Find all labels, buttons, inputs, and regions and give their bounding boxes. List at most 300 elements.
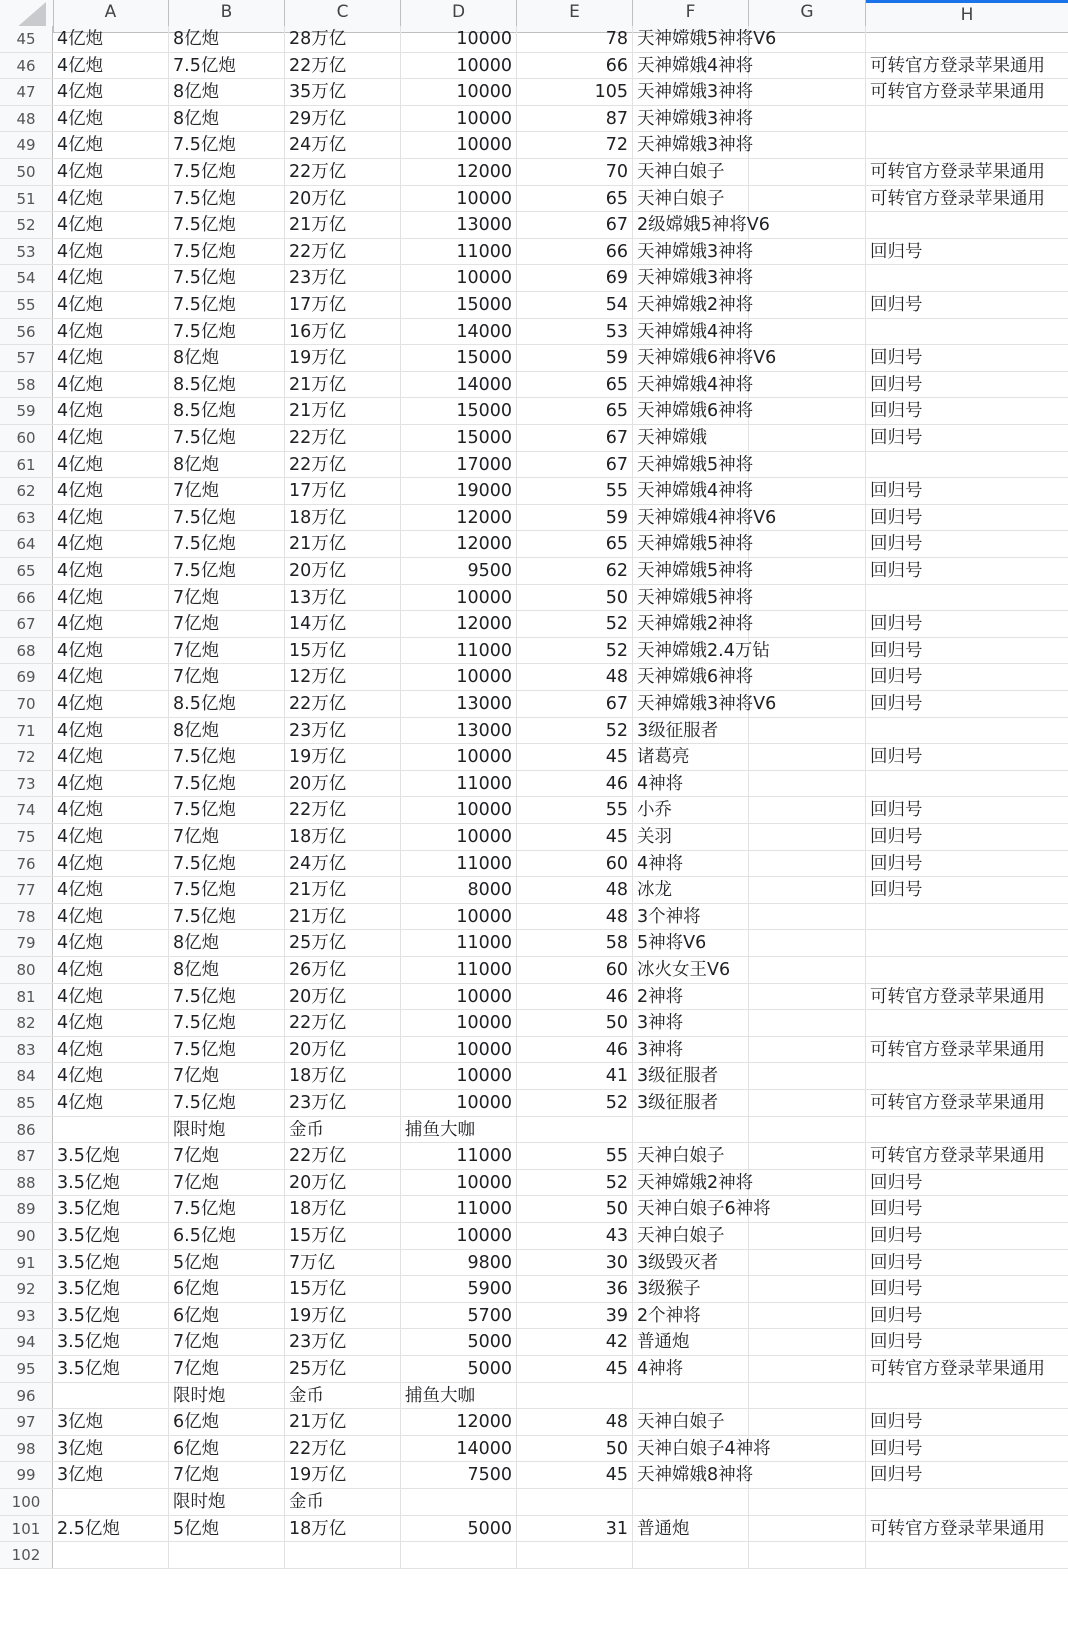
cell-b[interactable]: 7.5亿炮 [169, 212, 285, 238]
cell-b[interactable]: 8亿炮 [169, 345, 285, 371]
cell-d[interactable]: 10000 [401, 585, 517, 611]
cell-d[interactable]: 10000 [401, 26, 517, 52]
cell-e[interactable]: 50 [517, 1436, 633, 1462]
cell-f[interactable]: 天神嫦娥6神将 [633, 398, 749, 424]
cell-f[interactable]: 天神嫦娥3神将 [633, 239, 749, 265]
cell-f[interactable]: 诸葛亮 [633, 744, 749, 770]
cell-f[interactable] [633, 1117, 749, 1143]
cell-e[interactable]: 46 [517, 771, 633, 797]
cell-c[interactable]: 15万亿 [285, 638, 401, 664]
cell-g[interactable] [749, 1542, 866, 1568]
cell-h[interactable] [866, 212, 1068, 238]
cell-d[interactable]: 5900 [401, 1276, 517, 1302]
cell-a[interactable]: 4亿炮 [53, 984, 169, 1010]
cell-h[interactable]: 回归号 [870, 1332, 923, 1353]
cell-c[interactable]: 22万亿 [285, 159, 401, 185]
cell-f[interactable]: 5神将V6 [633, 930, 749, 956]
row-number[interactable]: 89 [0, 1196, 53, 1222]
cell-e[interactable]: 58 [517, 930, 633, 956]
cell-b[interactable]: 7.5亿炮 [169, 319, 285, 345]
cell-e[interactable]: 105 [517, 79, 633, 105]
cell-c[interactable]: 金币 [285, 1383, 401, 1409]
row-number[interactable]: 79 [0, 930, 53, 956]
row-number[interactable]: 97 [0, 1409, 53, 1435]
cell-a[interactable]: 4亿炮 [53, 452, 169, 478]
cell-c[interactable]: 20万亿 [285, 186, 401, 212]
cell-e[interactable]: 52 [517, 611, 633, 637]
cell-g[interactable] [749, 531, 866, 557]
cell-d[interactable]: 9800 [401, 1250, 517, 1276]
row-number[interactable]: 67 [0, 611, 53, 637]
cell-c[interactable]: 19万亿 [285, 744, 401, 770]
row-number[interactable]: 48 [0, 106, 53, 132]
row-number[interactable]: 87 [0, 1143, 53, 1169]
cell-e[interactable]: 50 [517, 1010, 633, 1036]
cell-c[interactable]: 24万亿 [285, 851, 401, 877]
cell-c[interactable]: 21万亿 [285, 904, 401, 930]
cell-e[interactable]: 59 [517, 345, 633, 371]
cell-a[interactable]: 3.5亿炮 [53, 1196, 169, 1222]
cell-g[interactable] [749, 851, 866, 877]
cell-f[interactable]: 天神嫦娥2神将 [633, 1170, 749, 1196]
cell-a[interactable]: 4亿炮 [53, 239, 169, 265]
cell-b[interactable]: 7.5亿炮 [169, 186, 285, 212]
cell-f[interactable]: 2级嫦娥5神将V6 [633, 212, 749, 238]
row-number[interactable]: 72 [0, 744, 53, 770]
cell-e[interactable] [517, 1489, 633, 1515]
cell-g[interactable] [749, 984, 866, 1010]
cell-h[interactable] [866, 1010, 1068, 1036]
cell-f[interactable]: 3级猴子 [633, 1276, 749, 1302]
cell-h[interactable] [866, 319, 1068, 345]
cell-f[interactable]: 天神白娘子 [633, 1223, 749, 1249]
cell-f[interactable]: 天神嫦娥5神将 [633, 452, 749, 478]
cell-c[interactable]: 23万亿 [285, 1090, 401, 1116]
cell-f[interactable]: 天神嫦娥6神将V6 [633, 345, 749, 371]
cell-d[interactable]: 11000 [401, 1143, 517, 1169]
cell-h[interactable] [866, 1063, 1068, 1089]
cell-b[interactable]: 7亿炮 [169, 1462, 285, 1488]
cell-a[interactable]: 4亿炮 [53, 1037, 169, 1063]
cell-a[interactable]: 4亿炮 [53, 611, 169, 637]
cell-g[interactable] [749, 930, 866, 956]
cell-b[interactable]: 7.5亿炮 [169, 531, 285, 557]
cell-e[interactable]: 53 [517, 319, 633, 345]
row-number[interactable]: 85 [0, 1090, 53, 1116]
row-number[interactable]: 98 [0, 1436, 53, 1462]
cell-h[interactable]: 回归号 [870, 1252, 923, 1273]
cell-d[interactable]: 10000 [401, 53, 517, 79]
cell-f[interactable]: 普通炮 [633, 1329, 749, 1355]
cell-h[interactable]: 回归号 [870, 827, 923, 847]
cell-h[interactable]: 回归号 [870, 1465, 923, 1486]
cell-g[interactable] [749, 585, 866, 611]
cell-g[interactable] [749, 292, 866, 318]
cell-d[interactable]: 10000 [401, 824, 517, 850]
cell-c[interactable]: 22万亿 [285, 452, 401, 478]
cell-g[interactable] [749, 664, 866, 690]
cell-c[interactable]: 26万亿 [285, 957, 401, 983]
cell-d[interactable]: 5000 [401, 1516, 517, 1542]
cell-h[interactable] [866, 265, 1068, 291]
cell-f[interactable]: 天神白娘子 [633, 1409, 749, 1435]
cell-g[interactable] [749, 1276, 866, 1302]
cell-b[interactable]: 8亿炮 [169, 26, 285, 52]
cell-g[interactable] [749, 265, 866, 291]
cell-c[interactable]: 22万亿 [285, 1436, 401, 1462]
cell-d[interactable]: 10000 [401, 1037, 517, 1063]
cell-e[interactable]: 45 [517, 824, 633, 850]
cell-f[interactable]: 3神将 [633, 1010, 749, 1036]
cell-g[interactable] [749, 1063, 866, 1089]
cell-a[interactable]: 4亿炮 [53, 1063, 169, 1089]
cell-h[interactable] [866, 1383, 1068, 1409]
cell-c[interactable]: 19万亿 [285, 1303, 401, 1329]
cell-a[interactable]: 3亿炮 [53, 1409, 169, 1435]
cell-h[interactable]: 可转官方登录苹果通用 [870, 1146, 1045, 1167]
cell-d[interactable]: 11000 [401, 1196, 517, 1222]
row-number[interactable]: 99 [0, 1462, 53, 1488]
cell-e[interactable]: 66 [517, 53, 633, 79]
cell-e[interactable]: 66 [517, 239, 633, 265]
cell-d[interactable]: 14000 [401, 1436, 517, 1462]
cell-f[interactable]: 3级毁灭者 [633, 1250, 749, 1276]
cell-a[interactable]: 4亿炮 [53, 930, 169, 956]
cell-b[interactable]: 8亿炮 [169, 79, 285, 105]
cell-h[interactable]: 回归号 [870, 295, 923, 315]
cell-f[interactable]: 天神嫦娥4神将 [633, 372, 749, 398]
cell-h[interactable]: 回归号 [870, 1412, 923, 1433]
cell-h[interactable]: 可转官方登录苹果通用 [870, 162, 1045, 182]
cell-d[interactable]: 10000 [401, 1090, 517, 1116]
cell-f[interactable]: 冰火女王V6 [633, 957, 749, 983]
cell-b[interactable]: 7.5亿炮 [169, 797, 285, 823]
cell-g[interactable] [749, 1170, 866, 1196]
cell-e[interactable]: 65 [517, 531, 633, 557]
cell-g[interactable] [749, 1117, 866, 1143]
row-number[interactable]: 78 [0, 904, 53, 930]
cell-c[interactable]: 22万亿 [285, 239, 401, 265]
cell-a[interactable]: 3.5亿炮 [53, 1170, 169, 1196]
cell-g[interactable] [749, 53, 866, 79]
cell-a[interactable]: 4亿炮 [53, 505, 169, 531]
column-header-b[interactable]: B [169, 0, 285, 32]
cell-h[interactable]: 回归号 [870, 694, 923, 714]
cell-a[interactable]: 3.5亿炮 [53, 1329, 169, 1355]
cell-e[interactable]: 45 [517, 1462, 633, 1488]
cell-h[interactable]: 可转官方登录苹果通用 [870, 1359, 1045, 1379]
cell-h[interactable]: 可转官方登录苹果通用 [870, 188, 1045, 209]
cell-e[interactable]: 67 [517, 425, 633, 451]
cell-d[interactable]: 10000 [401, 132, 517, 158]
column-header-g[interactable]: G [749, 0, 866, 32]
cell-e[interactable]: 46 [517, 1037, 633, 1063]
cell-e[interactable]: 46 [517, 984, 633, 1010]
cell-h[interactable]: 回归号 [870, 1438, 923, 1459]
cell-f[interactable]: 天神嫦娥5神将 [633, 531, 749, 557]
row-number[interactable]: 76 [0, 851, 53, 877]
cell-b[interactable]: 6.5亿炮 [169, 1223, 285, 1249]
cell-e[interactable]: 52 [517, 718, 633, 744]
cell-g[interactable] [749, 478, 866, 504]
cell-d[interactable]: 14000 [401, 319, 517, 345]
cell-a[interactable]: 3.5亿炮 [53, 1303, 169, 1329]
cell-a[interactable]: 3.5亿炮 [53, 1356, 169, 1382]
column-header-e[interactable]: E [517, 0, 633, 32]
cell-h[interactable]: 回归号 [870, 1199, 923, 1220]
row-number[interactable]: 68 [0, 638, 53, 664]
cell-b[interactable]: 7.5亿炮 [169, 1090, 285, 1116]
column-header-a[interactable]: A [53, 0, 169, 32]
cell-c[interactable] [285, 1542, 401, 1568]
cell-c[interactable]: 17万亿 [285, 478, 401, 504]
cell-e[interactable]: 30 [517, 1250, 633, 1276]
cell-c[interactable]: 20万亿 [285, 558, 401, 584]
cell-f[interactable]: 天神嫦娥5神将 [633, 585, 749, 611]
row-number[interactable]: 63 [0, 505, 53, 531]
cell-g[interactable] [749, 1356, 866, 1382]
cell-f[interactable]: 天神嫦娥4神将V6 [633, 505, 749, 531]
cell-g[interactable] [749, 79, 866, 105]
cell-g[interactable] [749, 1303, 866, 1329]
cell-d[interactable]: 12000 [401, 531, 517, 557]
cell-d[interactable]: 10000 [401, 79, 517, 105]
cell-b[interactable]: 8亿炮 [169, 718, 285, 744]
cell-d[interactable]: 10000 [401, 1223, 517, 1249]
cell-b[interactable]: 7.5亿炮 [169, 1037, 285, 1063]
cell-b[interactable]: 8.5亿炮 [169, 372, 285, 398]
cell-a[interactable]: 4亿炮 [53, 425, 169, 451]
cell-d[interactable]: 10000 [401, 984, 517, 1010]
cell-e[interactable]: 55 [517, 478, 633, 504]
cell-g[interactable] [749, 26, 866, 52]
cell-h[interactable]: 回归号 [870, 640, 923, 661]
cell-e[interactable]: 36 [517, 1276, 633, 1302]
cell-a[interactable]: 2.5亿炮 [53, 1516, 169, 1542]
row-number[interactable]: 100 [0, 1489, 53, 1515]
cell-e[interactable] [517, 1542, 633, 1568]
cell-c[interactable]: 14万亿 [285, 611, 401, 637]
cell-c[interactable]: 15万亿 [285, 1276, 401, 1302]
cell-b[interactable]: 6亿炮 [169, 1409, 285, 1435]
cell-f[interactable]: 普通炮 [633, 1516, 749, 1542]
cell-a[interactable]: 3亿炮 [53, 1436, 169, 1462]
cell-f[interactable]: 天神嫦娥 [633, 425, 749, 451]
cell-f[interactable]: 天神嫦娥3神将 [633, 106, 749, 132]
cell-d[interactable]: 12000 [401, 1409, 517, 1435]
cell-f[interactable] [633, 1383, 749, 1409]
cell-c[interactable]: 金币 [285, 1117, 401, 1143]
cell-a[interactable]: 4亿炮 [53, 478, 169, 504]
cell-c[interactable]: 20万亿 [285, 984, 401, 1010]
cell-g[interactable] [749, 797, 866, 823]
cell-f[interactable]: 天神白娘子 [633, 186, 749, 212]
cell-f[interactable]: 冰龙 [633, 877, 749, 903]
cell-b[interactable]: 7亿炮 [169, 1356, 285, 1382]
cell-h[interactable]: 回归号 [870, 747, 923, 768]
cell-g[interactable] [749, 106, 866, 132]
row-number[interactable]: 58 [0, 372, 53, 398]
cell-h[interactable]: 回归号 [870, 481, 923, 502]
cell-c[interactable]: 22万亿 [285, 797, 401, 823]
cell-f[interactable]: 3级征服者 [633, 1090, 749, 1116]
cell-g[interactable] [749, 1010, 866, 1036]
cell-g[interactable] [749, 1516, 866, 1542]
cell-a[interactable]: 3亿炮 [53, 1462, 169, 1488]
row-number[interactable]: 70 [0, 691, 53, 717]
cell-a[interactable]: 4亿炮 [53, 159, 169, 185]
row-number[interactable]: 45 [0, 26, 53, 52]
cell-e[interactable]: 48 [517, 904, 633, 930]
row-number[interactable]: 53 [0, 239, 53, 265]
cell-a[interactable]: 4亿炮 [53, 638, 169, 664]
cell-a[interactable]: 4亿炮 [53, 771, 169, 797]
cell-e[interactable]: 54 [517, 292, 633, 318]
cell-c[interactable]: 金币 [285, 1489, 401, 1515]
cell-h[interactable] [866, 957, 1068, 983]
cell-e[interactable]: 69 [517, 265, 633, 291]
row-number[interactable]: 86 [0, 1117, 53, 1143]
cell-a[interactable]: 4亿炮 [53, 319, 169, 345]
cell-g[interactable] [749, 1462, 866, 1488]
cell-d[interactable]: 10000 [401, 797, 517, 823]
cell-e[interactable]: 60 [517, 851, 633, 877]
cell-h[interactable]: 回归号 [870, 534, 923, 555]
cell-b[interactable]: 7.5亿炮 [169, 265, 285, 291]
cell-h[interactable]: 回归号 [870, 561, 923, 581]
cell-b[interactable]: 6亿炮 [169, 1276, 285, 1302]
cell-b[interactable]: 5亿炮 [169, 1516, 285, 1542]
row-number[interactable]: 95 [0, 1356, 53, 1382]
row-number[interactable]: 59 [0, 398, 53, 424]
cell-a[interactable]: 4亿炮 [53, 877, 169, 903]
cell-d[interactable]: 10000 [401, 1170, 517, 1196]
cell-b[interactable]: 7.5亿炮 [169, 744, 285, 770]
cell-h[interactable]: 回归号 [870, 880, 923, 901]
cell-c[interactable]: 22万亿 [285, 53, 401, 79]
cell-e[interactable]: 52 [517, 1090, 633, 1116]
cell-h[interactable] [866, 26, 1068, 52]
cell-f[interactable]: 3级征服者 [633, 1063, 749, 1089]
cell-e[interactable]: 72 [517, 132, 633, 158]
cell-b[interactable]: 5亿炮 [169, 1250, 285, 1276]
cell-a[interactable]: 4亿炮 [53, 797, 169, 823]
cell-h[interactable]: 可转官方登录苹果通用 [870, 1093, 1045, 1113]
cell-b[interactable]: 6亿炮 [169, 1303, 285, 1329]
cell-b[interactable]: 7.5亿炮 [169, 558, 285, 584]
cell-d[interactable] [401, 1489, 517, 1515]
cell-b[interactable]: 7.5亿炮 [169, 851, 285, 877]
cell-e[interactable]: 48 [517, 664, 633, 690]
cell-g[interactable] [749, 1143, 866, 1169]
cell-b[interactable]: 8.5亿炮 [169, 691, 285, 717]
cell-h[interactable]: 可转官方登录苹果通用 [870, 986, 1045, 1007]
cell-e[interactable]: 42 [517, 1329, 633, 1355]
row-number[interactable]: 47 [0, 79, 53, 105]
cell-g[interactable] [749, 452, 866, 478]
cell-d[interactable]: 11000 [401, 851, 517, 877]
cell-c[interactable]: 20万亿 [285, 1170, 401, 1196]
cell-a[interactable] [53, 1383, 169, 1409]
cell-b[interactable]: 8.5亿炮 [169, 398, 285, 424]
cell-f[interactable]: 天神嫦娥5神将V6 [633, 26, 749, 52]
cell-c[interactable]: 21万亿 [285, 1409, 401, 1435]
cell-c[interactable]: 23万亿 [285, 1329, 401, 1355]
cell-h[interactable]: 回归号 [870, 614, 923, 635]
cell-g[interactable] [749, 877, 866, 903]
cell-h[interactable]: 可转官方登录苹果通用 [870, 55, 1045, 76]
cell-e[interactable]: 45 [517, 1356, 633, 1382]
cell-d[interactable]: 15000 [401, 398, 517, 424]
row-number[interactable]: 101 [0, 1516, 53, 1542]
cell-g[interactable] [749, 824, 866, 850]
cell-e[interactable]: 62 [517, 558, 633, 584]
cell-b[interactable]: 7.5亿炮 [169, 159, 285, 185]
row-number[interactable]: 64 [0, 531, 53, 557]
cell-h[interactable]: 回归号 [870, 1226, 923, 1246]
cell-h[interactable]: 可转官方登录苹果通用 [870, 1039, 1045, 1060]
cell-h[interactable]: 可转官方登录苹果通用 [870, 82, 1045, 103]
cell-b[interactable]: 7亿炮 [169, 478, 285, 504]
row-number[interactable]: 93 [0, 1303, 53, 1329]
cell-f[interactable]: 4神将 [633, 851, 749, 877]
cell-c[interactable]: 21万亿 [285, 372, 401, 398]
row-number[interactable]: 83 [0, 1037, 53, 1063]
cell-g[interactable] [749, 691, 866, 717]
cell-c[interactable]: 18万亿 [285, 824, 401, 850]
cell-e[interactable]: 45 [517, 744, 633, 770]
cell-d[interactable]: 捕鱼大咖 [401, 1383, 517, 1409]
cell-d[interactable]: 5000 [401, 1356, 517, 1382]
cell-b[interactable]: 限时炮 [169, 1489, 285, 1515]
cell-f[interactable]: 天神嫦娥3神将V6 [633, 691, 749, 717]
cell-h[interactable]: 回归号 [870, 401, 923, 422]
cell-a[interactable]: 4亿炮 [53, 1010, 169, 1036]
cell-d[interactable]: 9500 [401, 558, 517, 584]
cell-b[interactable]: 7.5亿炮 [169, 239, 285, 265]
row-number[interactable]: 66 [0, 585, 53, 611]
cell-c[interactable]: 18万亿 [285, 1516, 401, 1542]
cell-e[interactable]: 39 [517, 1303, 633, 1329]
cell-d[interactable]: 12000 [401, 159, 517, 185]
cell-d[interactable]: 11000 [401, 239, 517, 265]
cell-f[interactable]: 2神将 [633, 984, 749, 1010]
cell-a[interactable]: 4亿炮 [53, 265, 169, 291]
cell-g[interactable] [749, 1196, 866, 1222]
row-number[interactable]: 71 [0, 718, 53, 744]
cell-e[interactable]: 41 [517, 1063, 633, 1089]
row-number[interactable]: 56 [0, 319, 53, 345]
cell-b[interactable]: 7.5亿炮 [169, 904, 285, 930]
cell-c[interactable]: 22万亿 [285, 1143, 401, 1169]
column-header-d[interactable]: D [401, 0, 517, 32]
cell-b[interactable]: 8亿炮 [169, 452, 285, 478]
cell-b[interactable]: 7.5亿炮 [169, 877, 285, 903]
cell-c[interactable]: 25万亿 [285, 1356, 401, 1382]
cell-c[interactable]: 12万亿 [285, 664, 401, 690]
cell-a[interactable]: 4亿炮 [53, 851, 169, 877]
cell-d[interactable]: 10000 [401, 265, 517, 291]
cell-f[interactable]: 4神将 [633, 771, 749, 797]
cell-d[interactable]: 10000 [401, 1010, 517, 1036]
cell-f[interactable]: 小乔 [633, 797, 749, 823]
cell-h[interactable]: 回归号 [870, 507, 923, 528]
row-number[interactable]: 60 [0, 425, 53, 451]
cell-c[interactable]: 18万亿 [285, 1196, 401, 1222]
cell-g[interactable] [749, 1489, 866, 1515]
cell-h[interactable]: 回归号 [870, 800, 923, 821]
cell-g[interactable] [749, 425, 866, 451]
